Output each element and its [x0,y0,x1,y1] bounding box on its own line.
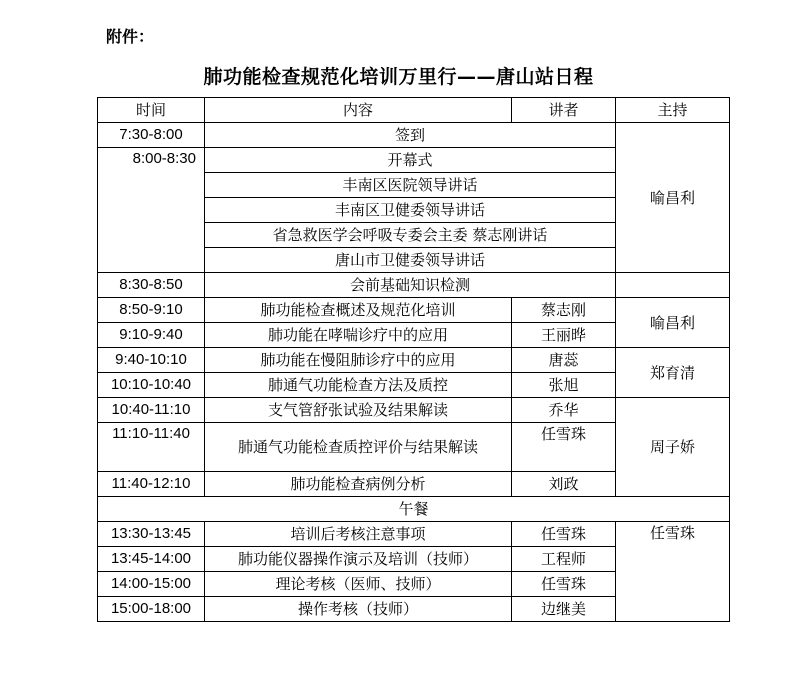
time-cell: 14:00-15:00 [98,572,205,597]
speaker-cell: 刘政 [512,472,616,497]
content-cell: 肺通气功能检查方法及质控 [205,373,512,398]
speaker-cell: 唐蕊 [512,348,616,373]
attachment-label: 附件： [106,27,155,46]
content-cell: 签到 [205,123,616,148]
host-cell: 郑育清 [616,348,730,398]
host-cell: 任雪珠 [616,522,730,622]
time-cell: 7:30-8:00 [98,123,205,148]
speaker-cell: 任雪珠 [512,522,616,547]
content-cell: 肺功能在哮喘诊疗中的应用 [205,323,512,348]
speaker-cell: 边继美 [512,597,616,622]
host-cell: 喻昌利 [616,298,730,348]
table-row [98,298,730,323]
content-cell: 肺通气功能检查质控评价与结果解读 [205,423,512,472]
time-cell: 10:10-10:40 [98,373,205,398]
time-cell: 13:30-13:45 [98,522,205,547]
schedule-table [97,97,730,622]
table-row [98,497,730,522]
time-cell: 8:30-8:50 [98,273,205,298]
host-cell: 喻昌利 [616,123,730,273]
table-row [98,123,730,148]
content-cell: 培训后考核注意事项 [205,522,512,547]
header-content: 内容 [205,98,512,123]
table-row [98,398,730,423]
header-host: 主持 [616,98,730,123]
content-cell: 操作考核（技师） [205,597,512,622]
time-cell: 11:40-12:10 [98,472,205,497]
content-cell: 唐山市卫健委领导讲话 [205,248,616,273]
time-cell: 11:10-11:40 [98,423,205,472]
content-cell: 肺功能仪器操作演示及培训（技师） [205,547,512,572]
document-title: 肺功能检查规范化培训万里行——唐山站日程 [203,66,594,88]
time-cell: 8:50-9:10 [98,298,205,323]
content-cell: 会前基础知识检测 [205,273,616,298]
table-row [98,273,730,298]
speaker-cell: 工程师 [512,547,616,572]
speaker-cell: 乔华 [512,398,616,423]
content-cell: 肺功能检查概述及规范化培训 [205,298,512,323]
header-speaker: 讲者 [512,98,616,123]
time-cell: 10:40-11:10 [98,398,205,423]
content-cell: 理论考核（医师、技师） [205,572,512,597]
content-cell: 开幕式 [205,148,616,173]
speaker-cell: 蔡志刚 [512,298,616,323]
speaker-cell: 任雪珠 [512,423,616,472]
speaker-cell: 张旭 [512,373,616,398]
table-row [98,522,730,547]
time-cell: 15:00-18:00 [98,597,205,622]
time-cell: 8:00-8:30 [98,148,205,273]
content-cell: 省急救医学会呼吸专委会主委 蔡志刚讲话 [205,223,616,248]
host-cell-empty [616,273,730,298]
table-row [98,348,730,373]
content-cell: 肺功能在慢阻肺诊疗中的应用 [205,348,512,373]
host-cell: 周子娇 [616,398,730,497]
time-cell: 13:45-14:00 [98,547,205,572]
lunch-cell: 午餐 [98,497,730,522]
content-cell: 丰南区卫健委领导讲话 [205,198,616,223]
time-cell: 9:10-9:40 [98,323,205,348]
content-cell: 肺功能检查病例分析 [205,472,512,497]
speaker-cell: 王丽晔 [512,323,616,348]
table-header-row [98,98,730,123]
speaker-cell: 任雪珠 [512,572,616,597]
header-time: 时间 [98,98,205,123]
content-cell: 支气管舒张试验及结果解读 [205,398,512,423]
content-cell: 丰南区医院领导讲话 [205,173,616,198]
time-cell: 9:40-10:10 [98,348,205,373]
